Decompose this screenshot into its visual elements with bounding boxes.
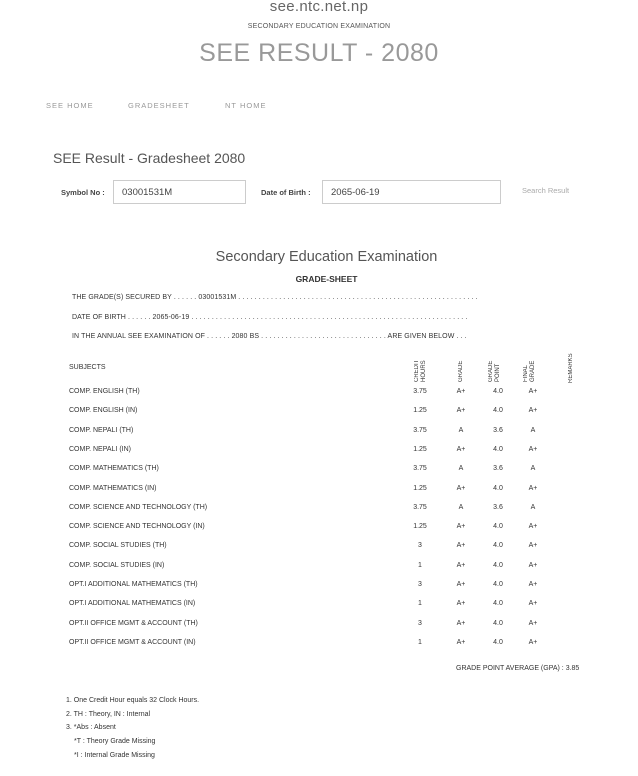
final-grade-cell: A+ <box>528 639 538 646</box>
table-row <box>0 388 638 400</box>
final-grade-cell: A+ <box>528 407 538 414</box>
gradesheet-heading: GRADE-SHEET <box>295 274 358 284</box>
note-item: 2. TH : Theory, IN : Internal <box>66 711 151 718</box>
subject-cell: COMP. SCIENCE AND TECHNOLOGY (IN) <box>69 523 205 530</box>
page-heading: SEE RESULT - 2080 <box>199 39 439 67</box>
grade-cell: A+ <box>456 600 466 607</box>
symbol-input[interactable]: 03001531M <box>113 180 246 204</box>
grade-point-cell: 4.0 <box>493 581 503 588</box>
col-remarks: REMARKS <box>568 353 574 383</box>
credit-hours-cell: 1.25 <box>413 407 427 414</box>
final-grade-cell: A+ <box>528 388 538 395</box>
credit-hours-cell: 1.25 <box>413 446 427 453</box>
site-subtitle: SECONDARY EDUCATION EXAMINATION <box>247 23 391 30</box>
search-result-button[interactable]: Search Result <box>522 186 570 195</box>
grade-cell: A+ <box>456 388 466 395</box>
nav-nt-home[interactable]: NT HOME <box>225 101 267 110</box>
subject-cell: COMP. ENGLISH (TH) <box>69 388 140 395</box>
table-row <box>0 581 638 593</box>
grade-point-cell: 4.0 <box>493 542 503 549</box>
final-grade-cell: A <box>530 427 536 434</box>
grade-point-cell: 4.0 <box>493 388 503 395</box>
credit-hours-cell: 3.75 <box>413 465 427 472</box>
table-row <box>0 407 638 419</box>
grade-cell: A+ <box>456 562 466 569</box>
note-item: *T : Theory Grade Missing <box>74 738 156 745</box>
grade-point-cell: 4.0 <box>493 600 503 607</box>
grade-cell: A+ <box>456 581 466 588</box>
grade-point-cell: 3.6 <box>493 427 503 434</box>
table-row <box>0 523 638 535</box>
credit-hours-cell: 1 <box>418 600 422 607</box>
grade-cell: A <box>458 504 464 511</box>
col-grade-point: GRADE POINT <box>488 360 501 382</box>
table-row <box>0 600 638 612</box>
grade-cell: A+ <box>456 620 466 627</box>
credit-hours-cell: 1 <box>418 562 422 569</box>
symbol-label: Symbol No : <box>61 188 105 197</box>
secured-by-line: THE GRADE(S) SECURED BY . . . . . . 03001531M . . . . . . . . . . . . . . . . . . . . . . . . . . . . . . . . . . . . . . . . . . . . . . . . . . . . . . . . . . . <box>72 294 478 301</box>
note-item: 3. *Abs : Absent <box>66 724 116 731</box>
subject-cell: OPT.II OFFICE MGMT & ACCOUNT (TH) <box>69 620 198 627</box>
gpa-line: GRADE POINT AVERAGE (GPA) : 3.85 <box>456 665 580 672</box>
subject-cell: OPT.I ADDITIONAL MATHEMATICS (IN) <box>69 600 196 607</box>
table-row <box>0 427 638 439</box>
dob-label: Date of Birth : <box>261 188 311 197</box>
final-grade-cell: A+ <box>528 562 538 569</box>
exam-title: Secondary Education Examination <box>215 249 438 265</box>
credit-hours-cell: 1.25 <box>413 523 427 530</box>
subject-cell: COMP. SOCIAL STUDIES (IN) <box>69 562 165 569</box>
grade-point-cell: 4.0 <box>493 562 503 569</box>
grade-cell: A+ <box>456 446 466 453</box>
table-row <box>0 485 638 497</box>
note-item: 1. One Credit Hour equals 32 Clock Hours. <box>66 697 200 704</box>
final-grade-cell: A+ <box>528 485 538 492</box>
site-domain: see.ntc.net.np <box>269 0 369 15</box>
grade-cell: A+ <box>456 542 466 549</box>
table-row <box>0 504 638 516</box>
grade-cell: A <box>458 465 464 472</box>
grade-point-cell: 4.0 <box>493 639 503 646</box>
subject-cell: COMP. NEPALI (IN) <box>69 446 131 453</box>
final-grade-cell: A <box>530 465 536 472</box>
final-grade-cell: A+ <box>528 620 538 627</box>
grade-point-cell: 3.6 <box>493 465 503 472</box>
grade-cell: A+ <box>456 485 466 492</box>
table-row <box>0 562 638 574</box>
col-subjects: SUBJECTS <box>69 364 106 371</box>
subject-cell: COMP. MATHEMATICS (IN) <box>69 485 157 492</box>
grade-cell: A <box>458 427 464 434</box>
credit-hours-cell: 3 <box>418 581 422 588</box>
subject-cell: COMP. ENGLISH (IN) <box>69 407 138 414</box>
nav-see-home[interactable]: SEE HOME <box>46 101 94 110</box>
col-grade: GRADE <box>458 360 464 382</box>
col-credit-hours: CREDIT HOURS <box>414 359 427 382</box>
subject-cell: COMP. SCIENCE AND TECHNOLOGY (TH) <box>69 504 208 511</box>
note-item: *I : Internal Grade Missing <box>74 752 155 759</box>
credit-hours-cell: 3.75 <box>413 504 427 511</box>
nav-gradesheet[interactable]: GRADESHEET <box>128 101 190 110</box>
final-grade-cell: A <box>530 504 536 511</box>
final-grade-cell: A+ <box>528 581 538 588</box>
grade-point-cell: 4.0 <box>493 485 503 492</box>
subject-cell: COMP. SOCIAL STUDIES (TH) <box>69 542 167 549</box>
grade-cell: A+ <box>456 639 466 646</box>
final-grade-cell: A+ <box>528 446 538 453</box>
subject-cell: OPT.I ADDITIONAL MATHEMATICS (TH) <box>69 581 198 588</box>
final-grade-cell: A+ <box>528 523 538 530</box>
grade-cell: A+ <box>456 407 466 414</box>
dob-line: DATE OF BIRTH . . . . . . 2065-06-19 . . . . . . . . . . . . . . . . . . . . . . . . . . . . . . . . . . . . . . . . . . . . . . . . . . . . . . . . . . . . . . . . . . . . <box>72 314 468 321</box>
credit-hours-cell: 3.75 <box>413 388 427 395</box>
grade-cell: A+ <box>456 523 466 530</box>
credit-hours-cell: 1 <box>418 639 422 646</box>
table-row <box>0 446 638 458</box>
grade-point-cell: 3.6 <box>493 504 503 511</box>
subject-cell: OPT.II OFFICE MGMT & ACCOUNT (IN) <box>69 639 196 646</box>
table-row <box>0 542 638 554</box>
credit-hours-cell: 3 <box>418 542 422 549</box>
subject-cell: COMP. NEPALI (TH) <box>69 427 134 434</box>
grade-point-cell: 4.0 <box>493 407 503 414</box>
grade-point-cell: 4.0 <box>493 523 503 530</box>
col-final-grade: FINAL GRADE <box>523 360 536 382</box>
table-row <box>0 620 638 632</box>
table-row <box>0 465 638 477</box>
subject-cell: COMP. MATHEMATICS (TH) <box>69 465 159 472</box>
grade-point-cell: 4.0 <box>493 446 503 453</box>
credit-hours-cell: 1.25 <box>413 485 427 492</box>
table-row <box>0 639 638 651</box>
credit-hours-cell: 3.75 <box>413 427 427 434</box>
exam-year-line: IN THE ANNUAL SEE EXAMINATION OF . . . . . . 2080 BS . . . . . . . . . . . . . . . . . . . . . . . . . . . . . . . ARE GIVEN BELOW . . . <box>72 333 467 340</box>
final-grade-cell: A+ <box>528 600 538 607</box>
grade-point-cell: 4.0 <box>493 620 503 627</box>
dob-input[interactable]: 2065-06-19 <box>322 180 501 204</box>
credit-hours-cell: 3 <box>418 620 422 627</box>
page-title: SEE Result - Gradesheet 2080 <box>53 150 246 166</box>
final-grade-cell: A+ <box>528 542 538 549</box>
